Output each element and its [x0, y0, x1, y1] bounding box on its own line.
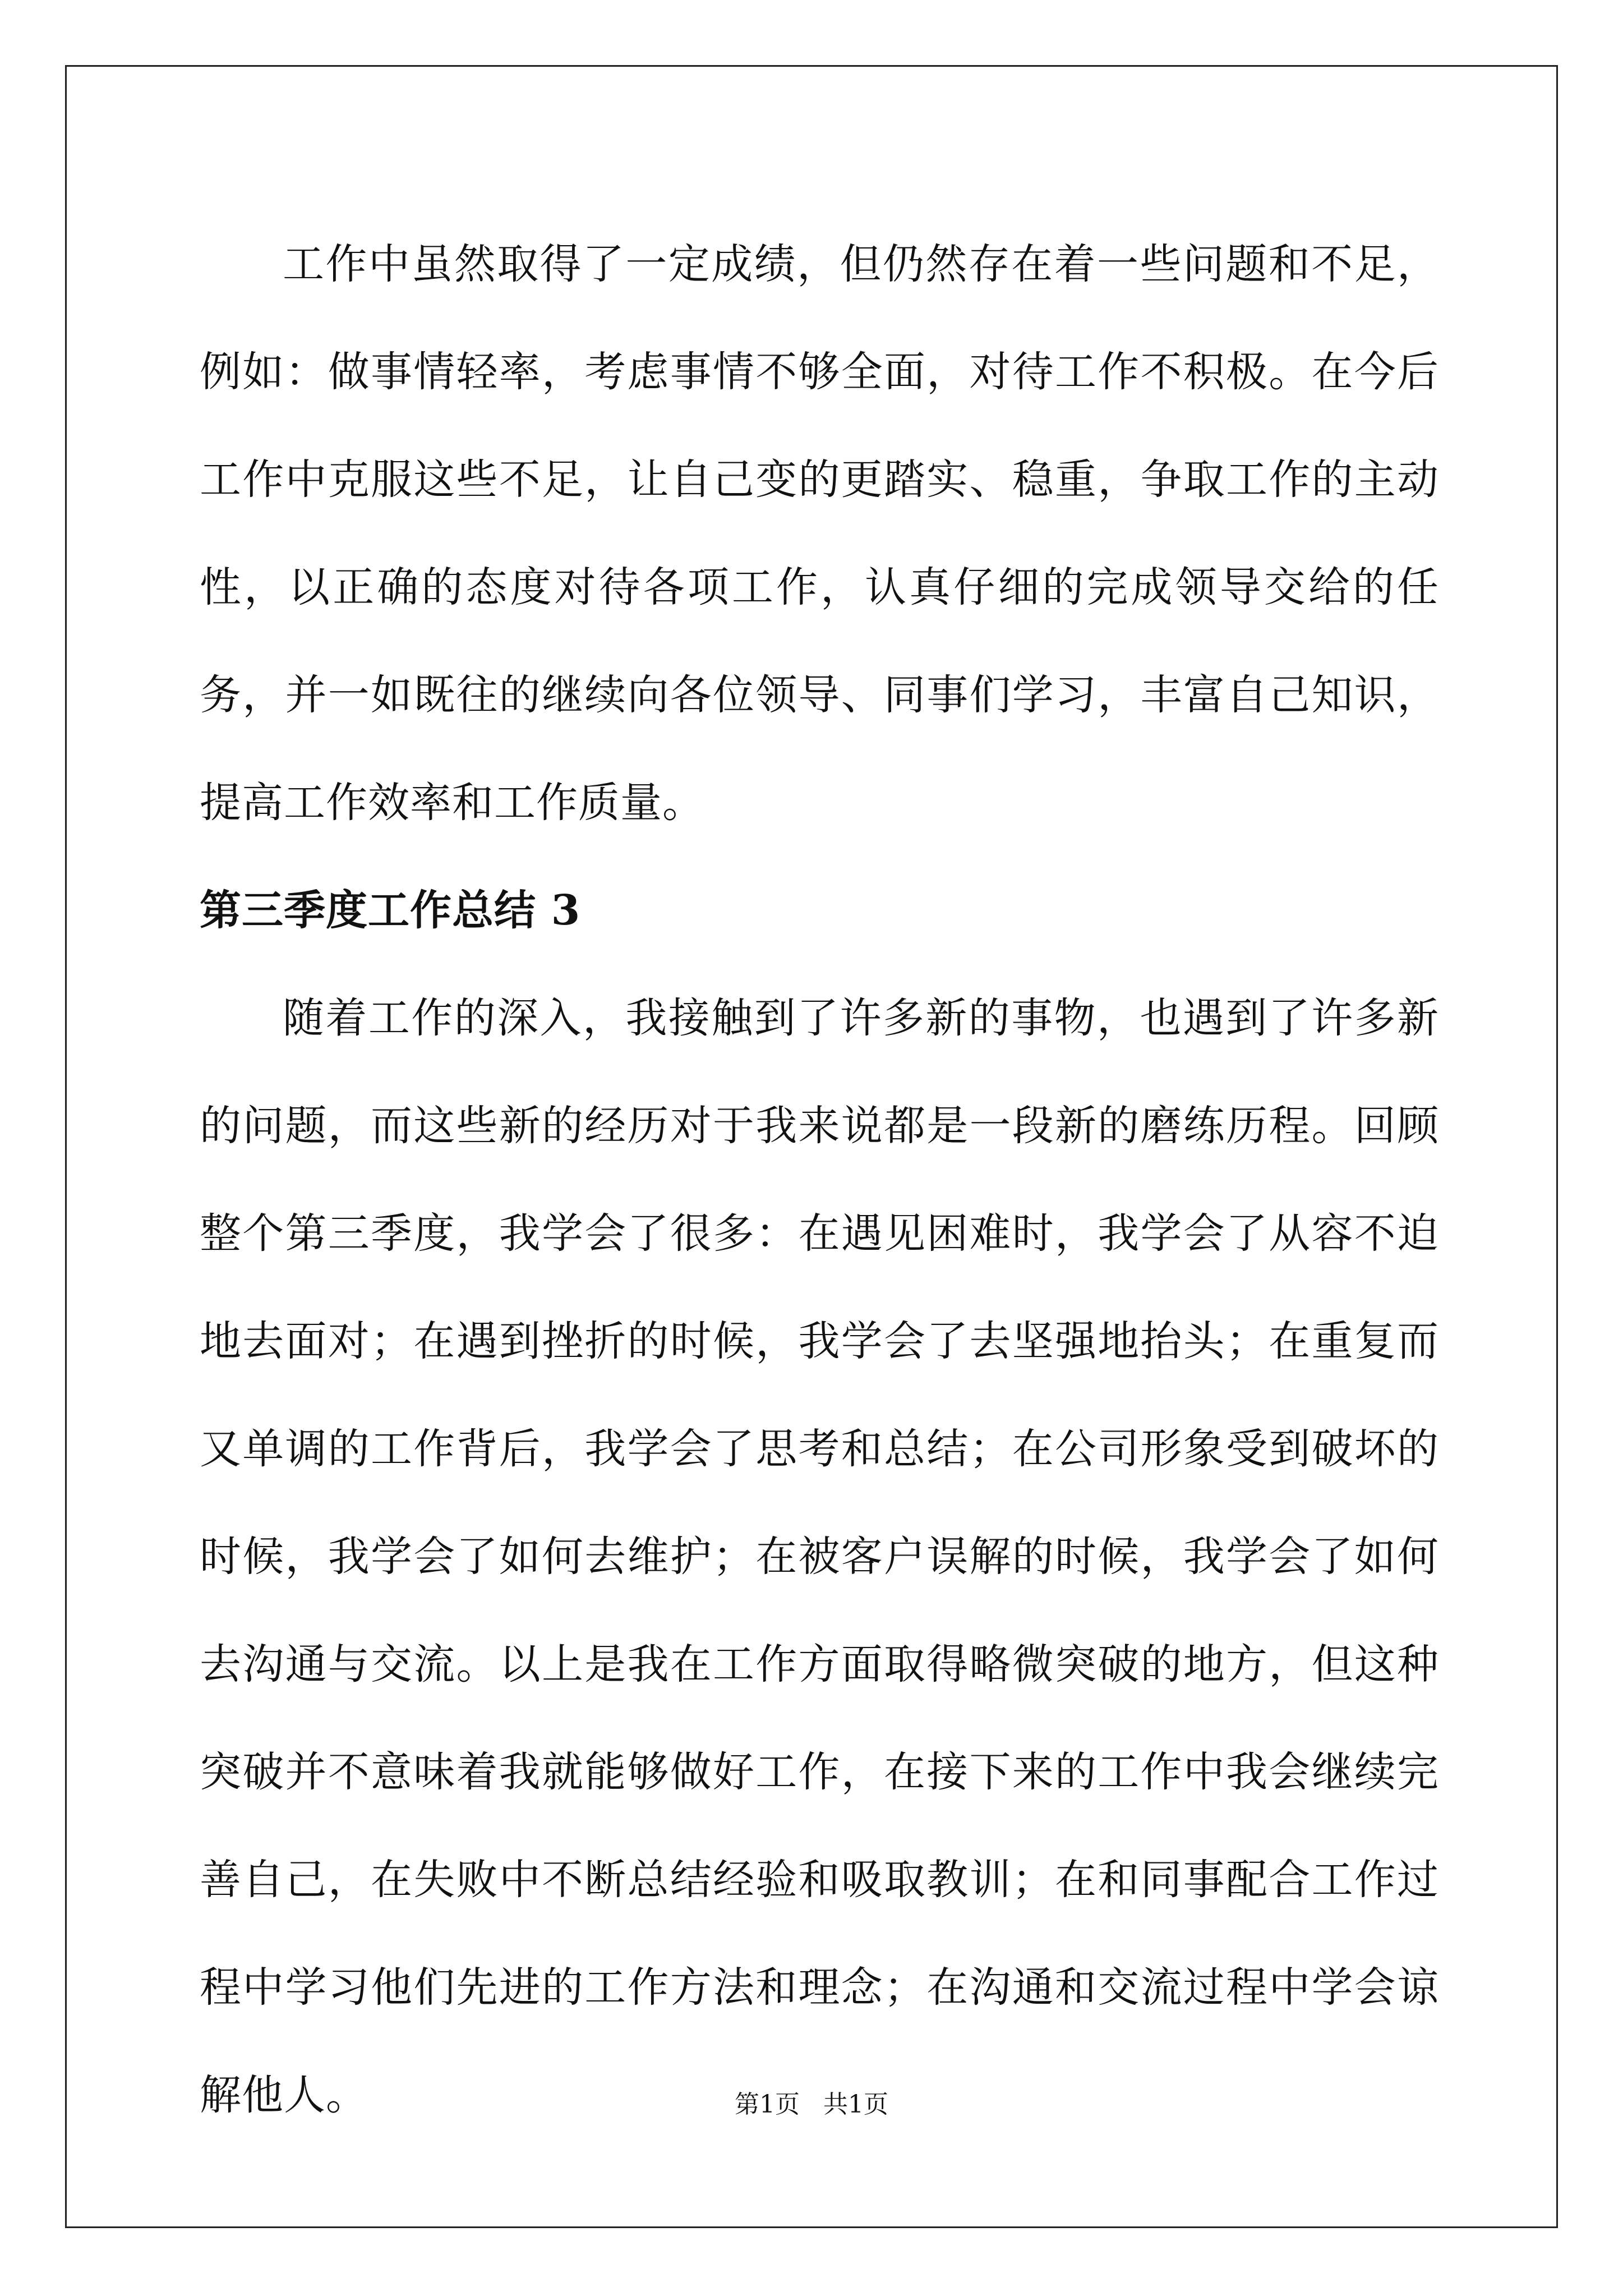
paragraph-quarter-review: 随着工作的深入，我接触到了许多新的事物，也遇到了许多新的问题，而这些新的经历对于我来说都是一段新的磨练历程。回顾整个第三季度，我学会了很多：在遇见困难时，我学会了从容不迫地去面对；在遇到挫折的时候，我学会了去坚强地抬头；在重复而又单调的工作背后，我学会了思考和总结；在公司形象受到破坏的时候，我学会了如何去维护；在被客户误解的时候，我学会了如何去沟通与交流。以上是我在工作方面取得略微突破的地方，但这种突破并不意味着我就能够做好工作，在接下来的工作中我会继续完善自己，在失败中不断总结经验和吸取教训；在和同事配合工作过程中学习他们先进的工作方法和理念；在沟通和交流过程中学会谅解他人。	[200, 994, 1439, 2119]
section-heading: 第三季度工作总结 3	[200, 886, 581, 935]
paragraph-summary-issues: 工作中虽然取得了一定成绩，但仍然存在着一些问题和不足，例如：做事情轻率，考虑事情不够全面，对待工作不积极。在今后工作中克服这些不足，让自己变的更踏实、稳重，争取工作的主动性，以正确的态度对待各项工作，认真仔细的完成领导交给的任务，并一如既往的继续向各位领导、同事们学习，丰富自己知识，提高工作效率和工作质量。	[200, 240, 1439, 827]
page-footer-indicator: 第1页 共1页	[735, 2090, 888, 2119]
document-body	[200, 210, 1439, 2149]
